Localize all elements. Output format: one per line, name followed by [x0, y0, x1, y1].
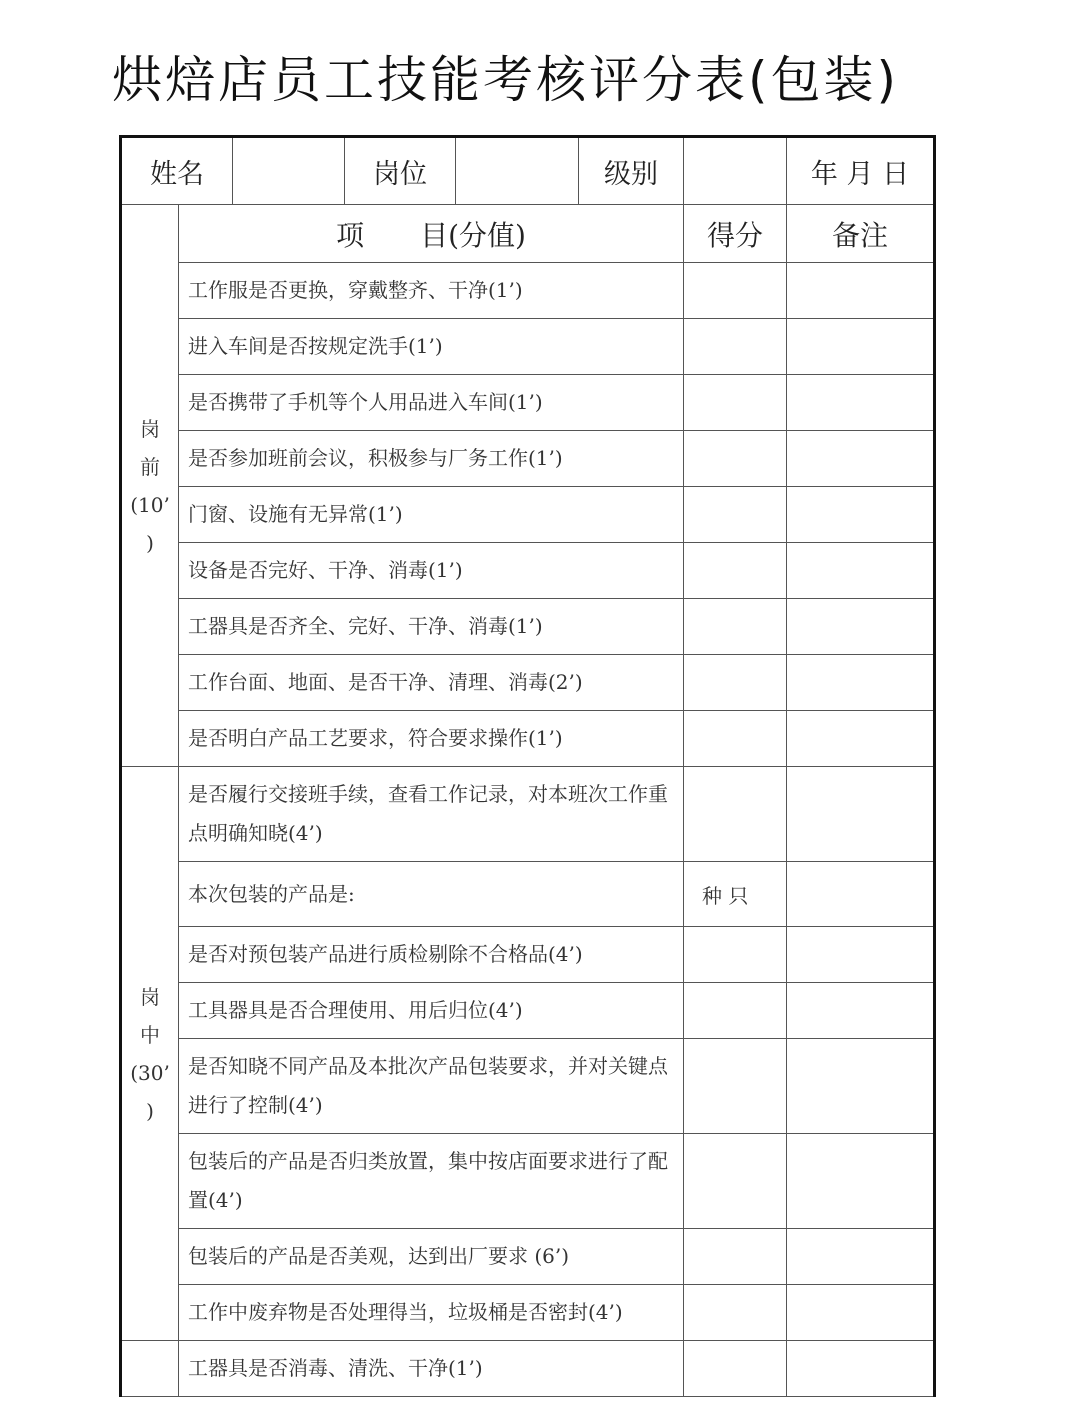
- remark-cell[interactable]: [787, 319, 935, 375]
- section-label-mid-line3: (30’: [130, 1060, 170, 1085]
- section-label-pre-line2: 前: [140, 454, 160, 479]
- remark-cell[interactable]: [787, 543, 935, 599]
- item-text: 工作台面、地面、是否干净、清理、消毒(2’): [179, 655, 684, 711]
- name-field[interactable]: [233, 137, 345, 205]
- item-text: 是否明白产品工艺要求，符合要求操作(1’): [179, 711, 684, 767]
- score-cell[interactable]: [684, 711, 787, 767]
- table-row: [121, 543, 935, 599]
- remark-cell[interactable]: [787, 1285, 935, 1341]
- item-text: 本次包装的产品是:: [179, 862, 684, 927]
- column-header-row: [121, 205, 935, 263]
- table-row: [121, 431, 935, 487]
- remark-cell[interactable]: [787, 927, 935, 983]
- score-cell[interactable]: [684, 983, 787, 1039]
- score-cell[interactable]: [684, 1341, 787, 1397]
- remark-cell[interactable]: [787, 1134, 935, 1229]
- score-cell[interactable]: [684, 375, 787, 431]
- score-cell[interactable]: [684, 1229, 787, 1285]
- item-text: 是否履行交接班手续，查看工作记录，对本班次工作重点明确知晓(4’): [179, 767, 684, 862]
- score-cell[interactable]: [684, 487, 787, 543]
- item-text: 是否参加班前会议，积极参与厂务工作(1’): [179, 431, 684, 487]
- table-row: [121, 711, 935, 767]
- remark-cell[interactable]: [787, 599, 935, 655]
- item-text: 设备是否完好、干净、消毒(1’): [179, 543, 684, 599]
- section-label-pre-line3: (10’: [130, 492, 170, 517]
- position-field[interactable]: [456, 137, 579, 205]
- remark-cell[interactable]: [787, 767, 935, 862]
- score-cell[interactable]: [684, 431, 787, 487]
- item-text: 门窗、设施有无异常(1’): [179, 487, 684, 543]
- remark-cell[interactable]: [787, 487, 935, 543]
- item-text: 是否知晓不同产品及本批次产品包装要求，并对关键点进行了控制(4’): [179, 1039, 684, 1134]
- section-label-pre: [121, 205, 179, 767]
- section-label-pre-line1: 岗: [140, 416, 160, 441]
- table-row: [121, 655, 935, 711]
- remark-cell[interactable]: [787, 1341, 935, 1397]
- header-row: [121, 137, 935, 205]
- score-table: [119, 135, 936, 1397]
- item-text: 工作服是否更换，穿戴整齐、干净(1’): [179, 263, 684, 319]
- date-label: 年 月 日: [787, 137, 935, 205]
- remark-cell[interactable]: [787, 1229, 935, 1285]
- item-text: 是否携带了手机等个人用品进入车间(1’): [179, 375, 684, 431]
- table-row: [121, 1039, 935, 1134]
- item-text: 工具器具是否合理使用、用后归位(4’): [179, 983, 684, 1039]
- score-cell[interactable]: [684, 263, 787, 319]
- table-row: [121, 487, 935, 543]
- table-row: [121, 767, 935, 862]
- product-count-cell[interactable]: 种 只: [684, 862, 787, 927]
- score-cell[interactable]: [684, 543, 787, 599]
- item-text: 工作中废弃物是否处理得当，垃圾桶是否密封(4’): [179, 1285, 684, 1341]
- level-field[interactable]: [684, 137, 787, 205]
- level-label: 级别: [579, 137, 684, 205]
- remark-cell[interactable]: [787, 1039, 935, 1134]
- section-label-post: [121, 1341, 179, 1397]
- item-text: 进入车间是否按规定洗手(1’): [179, 319, 684, 375]
- table-row: [121, 1341, 935, 1397]
- section-label-mid: [121, 767, 179, 1341]
- score-cell[interactable]: [684, 1134, 787, 1229]
- remark-cell[interactable]: [787, 431, 935, 487]
- section-label-mid-line4: ): [146, 1098, 154, 1123]
- column-header-remark: 备注: [787, 205, 935, 263]
- score-sheet: [119, 135, 936, 1397]
- remark-cell[interactable]: [787, 263, 935, 319]
- remark-cell[interactable]: [787, 375, 935, 431]
- section-label-pre-line4: ): [146, 530, 154, 555]
- remark-cell[interactable]: [787, 862, 935, 927]
- table-row: [121, 319, 935, 375]
- name-label: 姓名: [121, 137, 233, 205]
- remark-cell[interactable]: [787, 655, 935, 711]
- item-text: 包装后的产品是否归类放置，集中按店面要求进行了配置(4’): [179, 1134, 684, 1229]
- score-cell[interactable]: [684, 655, 787, 711]
- table-row: [121, 927, 935, 983]
- table-row: [121, 1134, 935, 1229]
- column-header-score: 得分: [684, 205, 787, 263]
- table-row: [121, 983, 935, 1039]
- table-row: [121, 862, 935, 927]
- remark-cell[interactable]: [787, 983, 935, 1039]
- section-label-mid-line2: 中: [140, 1022, 160, 1047]
- table-row: [121, 599, 935, 655]
- score-cell[interactable]: [684, 319, 787, 375]
- table-row: [121, 375, 935, 431]
- score-cell[interactable]: [684, 599, 787, 655]
- score-cell[interactable]: [684, 927, 787, 983]
- table-row: [121, 1229, 935, 1285]
- item-text: 工器具是否齐全、完好、干净、消毒(1’): [179, 599, 684, 655]
- section-label-mid-line1: 岗: [140, 984, 160, 1009]
- column-header-item: 项 目(分值): [179, 205, 684, 263]
- table-row: [121, 1285, 935, 1341]
- remark-cell[interactable]: [787, 711, 935, 767]
- position-label: 岗位: [345, 137, 456, 205]
- score-cell[interactable]: [684, 1285, 787, 1341]
- score-cell[interactable]: [684, 1039, 787, 1134]
- item-text: 工器具是否消毒、清洗、干净(1’): [179, 1341, 684, 1397]
- score-cell[interactable]: [684, 767, 787, 862]
- item-text: 是否对预包装产品进行质检剔除不合格品(4’): [179, 927, 684, 983]
- table-row: [121, 263, 935, 319]
- item-text: 包装后的产品是否美观，达到出厂要求 (6’): [179, 1229, 684, 1285]
- page-title: 烘焙店员工技能考核评分表(包装): [112, 51, 900, 109]
